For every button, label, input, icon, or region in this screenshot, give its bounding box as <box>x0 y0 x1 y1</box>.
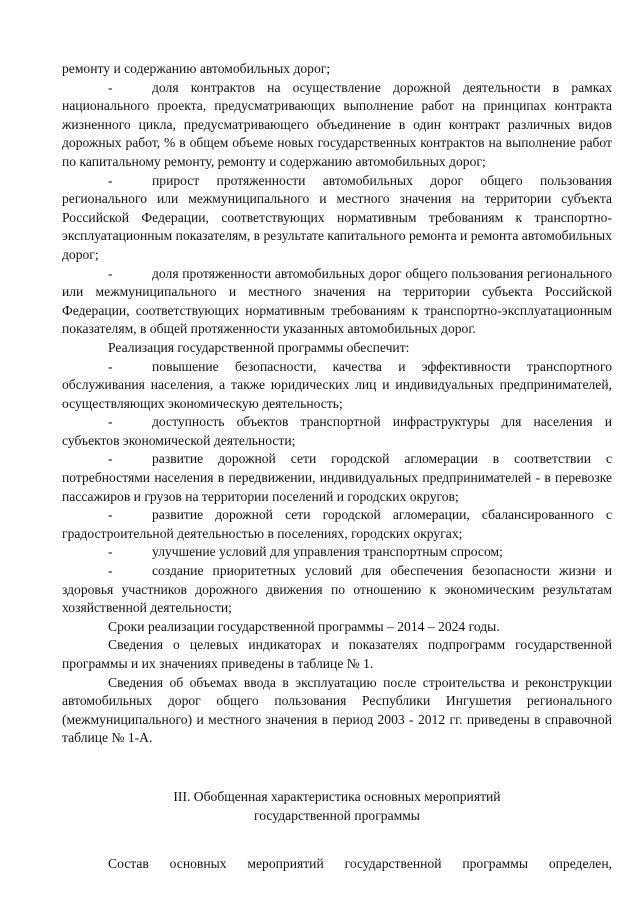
list-item-text: повышение безопасности, качества и эффективности транспортного обслуживания населения, а также юридических лиц и индивидуальных предпринимателей, осуществляющих экономическую деятельность; <box>62 358 612 411</box>
section-title-line2: государственной программы <box>254 807 420 823</box>
list-item-text: доля контрактов на осуществление дорожной деятельности в рамках национального проекта, предусматривающих выполнение работ на принципах контракта жизненного цикла, предусматривающего объединение в один контракт различных видов дорожных работ, % в общем объеме новых государственных контрактов на выполнение работ по капитальному ремонту, ремонту и содержанию автомобильных дорог; <box>62 79 612 169</box>
list-item-text: доступность объектов транспортной инфраструктуры для населения и субъектов экономической деятельности; <box>62 414 612 448</box>
section-first-line: Состав основных мероприятий государственной программы определен, <box>108 856 612 872</box>
list-item <box>62 358 612 414</box>
list-item-text: прирост протяженности автомобильных дорог общего пользования регионального или межмуниципального и местного значения на территории субъекта Российской Федерации, соответствующих нормативным требованиям к транспортно-эксплуатационным показателям, в результате капитального ремонта и ремонта автомобильных дорог; <box>62 172 612 262</box>
list-item <box>62 543 612 562</box>
bullet-dash: - <box>108 414 113 430</box>
list-item-text: развитие дорожной сети городской агломерации в соответствии с потребностями населения в передвижении, индивидуальных предпринимателей - в перевозке пассажиров и грузов на территории поселений и городских округов; <box>62 451 612 504</box>
list-item <box>62 506 612 543</box>
section-title-line1: III. Обобщенная характеристика основных мероприятий <box>173 788 501 804</box>
indicator-list <box>62 79 612 339</box>
bullet-dash: - <box>108 563 113 579</box>
list-item <box>62 450 612 506</box>
list-item <box>62 265 612 339</box>
indicators-paragraph: Сведения о целевых индикаторах и показателях подпрограмм государственной программы и их значениях приведены в таблице № 1. <box>62 637 612 671</box>
list-item-text: создание приоритетных условий для обеспечения безопасности жизни и здоровья участников дорожного движения по отношению к экономическим результатам хозяйственной деятельности; <box>62 563 612 616</box>
continuation-text: ремонту и содержанию автомобильных дорог; <box>62 61 331 76</box>
bullet-dash: - <box>108 507 113 523</box>
list-item <box>62 413 612 450</box>
bullet-dash: - <box>108 451 113 467</box>
list-item <box>62 172 612 265</box>
document-page <box>62 0 612 874</box>
list-item-text: развитие дорожной сети городской агломерации, сбалансированного с градостроительной деятельностью в поселениях, городских округах; <box>62 507 612 541</box>
volumes-paragraph: Сведения об объемах ввода в эксплуатацию после строительства и реконструкции автомобильных дорог общего пользования Республики Ингушетия регионального (межмуниципального) и местного значения в период 2003 - 2012 гг. приведены в справочной таблице № 1-А. <box>62 674 612 746</box>
list-item-text: доля протяженности автомобильных дорог общего пользования регионального или межмуниципального и местного значения на территории субъекта Российской Федерации, соответствующих нормативным требованиям к транспортно-эксплуатационным показателям, в общей протяженности указанных автомобильных дорог. <box>62 265 612 337</box>
realization-intro: Реализация государственной программы обеспечит: <box>108 339 410 355</box>
realization-list <box>62 358 612 618</box>
bullet-dash: - <box>108 544 113 560</box>
bullet-dash: - <box>108 79 113 95</box>
list-item-text: улучшение условий для управления транспортным спросом; <box>152 544 503 560</box>
list-item <box>62 79 612 172</box>
bullet-dash: - <box>108 358 113 374</box>
timeline-paragraph: Сроки реализации государственной программы – 2014 – 2024 годы. <box>108 618 500 634</box>
bullet-dash: - <box>108 172 113 188</box>
bullet-dash: - <box>108 265 113 281</box>
list-item <box>62 562 612 618</box>
